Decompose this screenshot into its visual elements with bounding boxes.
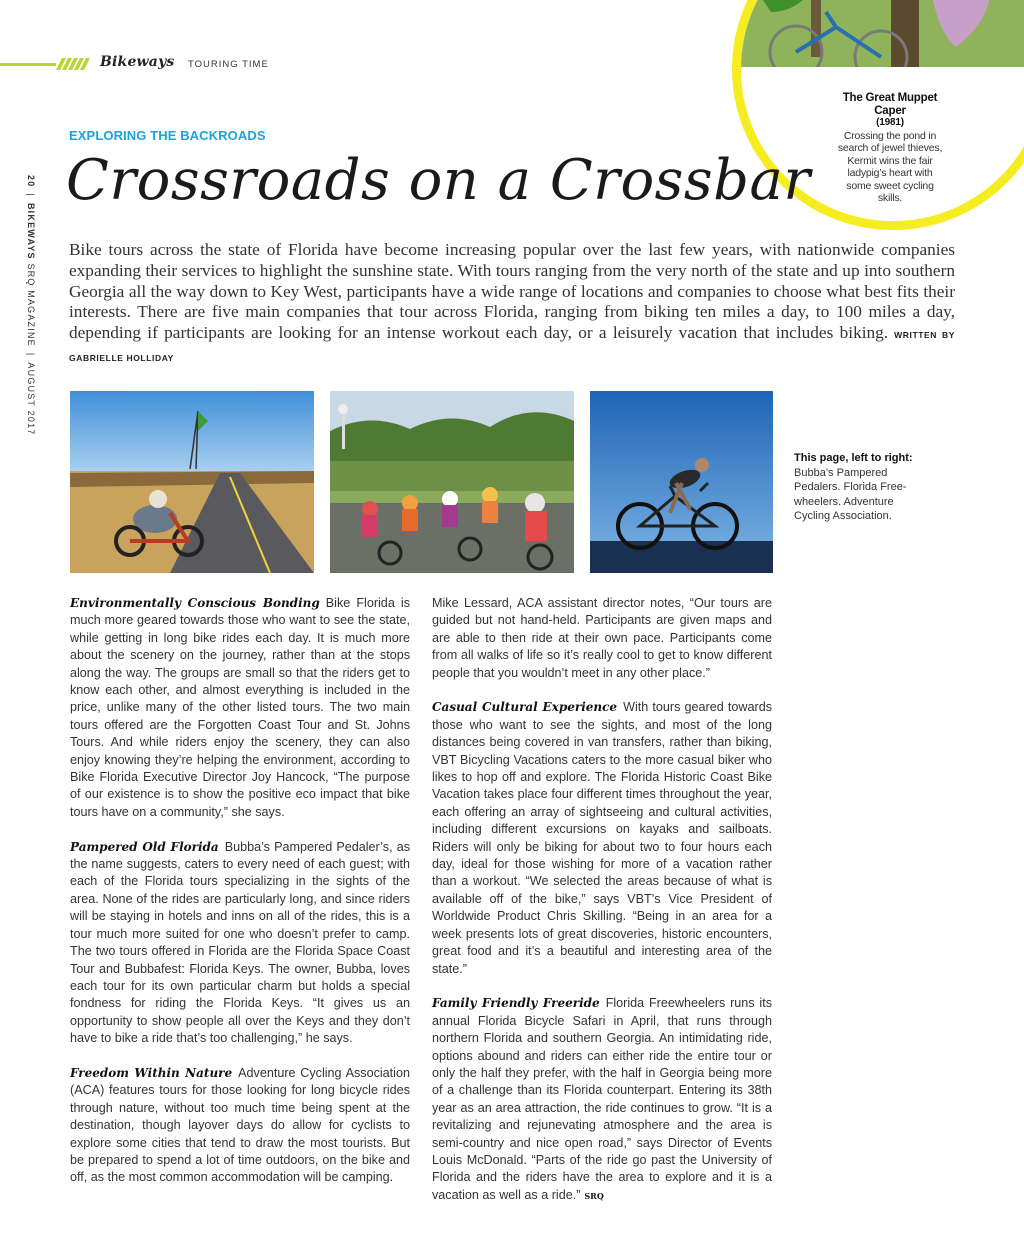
section-paragraph	[432, 995, 772, 1205]
section-heading: Environmentally Conscious Bonding	[70, 596, 320, 610]
section-text: Adventure Cycling Association (ACA) features tours for those looking for long bicycle rides through nature, without too much time being spent at the destination, though layover days do allow for cyclists to explore some cities that tend to draw the most tourists. But be prepared to spend a lot of time outdoors, on the bike and off, as the most common accommodation will be camping.	[70, 1065, 410, 1185]
folio-date: AUGUST 2017	[26, 362, 36, 436]
body-column-right	[432, 595, 772, 1223]
section-heading: Pampered Old Florida	[70, 839, 219, 854]
muppet-caption	[836, 92, 944, 205]
folio-publication: BIKEWAYS	[26, 202, 36, 260]
header-stripes-decoration	[0, 57, 92, 71]
section-paragraph	[70, 1065, 410, 1187]
section-heading: Freedom Within Nature	[70, 1065, 233, 1080]
section-text: Bike Florida is much more geared towards those who want to see the state, while getting in long bike rides each day. It is much more about the scenery on the journey, rather than at the stops along the way. The groups are small so that the riders get to know each other, and almost everything is included in the price, unlike many of the other listed tours. The two main tours offered are the Forgotten Coast Tour and St. Johns Tours. And while riders enjoy the scenery, they can also enjoy knowing they’re helping the environment, according to Bike Florida Executive Director Joy Hancock, “The purpose of our existence is to show the positive eco impact that bike tours have on a community,” she says.	[70, 596, 410, 819]
photo-recumbent-rider	[70, 391, 314, 573]
section-text: Bubba’s Pampered Pedaler’s, as the name suggests, caters to every need of each guest; with each of the Florida tours specializing in the sights of the area. None of the rides are particularly long, and since riders will be staying in hotels and inns on all of the rides, this is a tour much more suited for one who doesn’t prefer to camp. The two tours offered in Florida are the Florida Space Coast Tour and Bubbafest: Florida Keys. The owner, Bubba, loves each tour for its own particular charm but holds a special fondness for riding the Florida Keys. “It gives us an opportunity to show people all over the Keys and they don’t have to bike a ride that’s too challenging,” he says.	[70, 839, 410, 1046]
section-heading: Family Friendly Freeride	[432, 996, 600, 1011]
side-folio: 20|BIKEWAYS SRQ MAGAZINE|AUGUST 2017	[26, 175, 36, 436]
photo-group-riders	[330, 391, 574, 573]
section-paragraph	[70, 595, 410, 821]
article-title: Crossroads on a Crossbar	[66, 148, 811, 213]
article-lede	[69, 240, 955, 369]
section-heading: Casual Cultural Experience	[432, 700, 618, 715]
section-paragraph	[70, 839, 410, 1048]
section-subtitle: TOURING TIME	[188, 59, 269, 70]
photo-silhouette-cyclist	[590, 391, 773, 573]
caption-text: Bubba’s Pampered Pedalers. Florida Free-wheelers. Adventure Cycling Association.	[794, 466, 907, 522]
section-name: Bikeways	[100, 54, 175, 70]
end-mark: SRQ	[584, 1190, 604, 1201]
section-text: Florida Freewheelers runs its annual Florida Bicycle Safari in April, that runs through northern Florida and southern Georgia. An intimidating ride, options abound and riders can either ride the entire tour or only the half they prefer, with the half in Georgia being more of a challenge than its Florida counterpart. Entering its 38th year as an area attraction, the ride continues to grow. “It is a revitalizing and rejunevating atmosphere and the area is semi-country and nice open road,” says Director of Events Louis McDonald. “Parts of the ride go past the University of Florida and the riders have the area to explore and it is a vacation as well as a ride.”	[432, 996, 772, 1202]
article-kicker: EXPLORING THE BACKROADS	[69, 128, 266, 143]
section-text: With tours geared towards those who want to see the sights, and most of the long distances being covered in van transfers, rather than biking, VBT Bicycling Vacations caters to the more casual biker who likes to hop off and explore. The Florida Historic Coast Bike Vacation takes place four different times throughout the year, each offering an array of sightseeing and cultural activities, including different excursions on kayaks and sailboats. Riders will only be biking for about two to four hours each day, ideal for those wishing for more of a vacation rather than a workout. “We selected the areas because of what is available off of the bike,” says VBT’s Vice President of Worldwide Product Chris Skilling. “Being in an area for a week presents lots of great discoveries, historic encounters, great food and it’s a beautiful and interesting area of the state.”	[432, 700, 772, 976]
caption-heading: This page, left to right:	[794, 452, 913, 464]
photo-caption	[794, 451, 924, 524]
section-paragraph	[432, 699, 772, 978]
section-text: Mike Lessard, ACA assistant director notes, “Our tours are guided but not hand-held. Participants are given maps and are able to then ride at their own pace. Participants come from all walks of life so it’s really cool to get to know different people that you wouldn’t meet in any other place.”	[432, 596, 772, 680]
muppet-title: The Great Muppet Caper	[842, 92, 938, 117]
section-paragraph	[432, 595, 772, 682]
body-column-left	[70, 595, 410, 1204]
muppet-year: (1981)	[876, 117, 904, 128]
lede-text: Bike tours across the state of Florida have become increasing popular over the last few years, with nationwide companies expanding their services to highlight the sunshine state. With tours ranging from the very north of the state and up into southern Georgia all the way down to Key West, participants have a wide range of locations and companies to choose what best fits their interests. There are five main companies that tour across Florida, ranging from biking ten miles a day, to 100 miles a day, depending if participants are looking for an intense workout each day, or a leisurely vacation that includes biking.	[69, 240, 955, 343]
folio-magazine: SRQ MAGAZINE	[26, 263, 36, 347]
byline: WRITTEN BY GABRIELLE HOLLIDAY	[69, 330, 955, 363]
page-number: 20	[26, 175, 36, 188]
muppet-description: Crossing the pond in search of jewel thieves, Kermit wins the fair ladypig’s heart with some sweet cycling skills.	[837, 129, 943, 204]
